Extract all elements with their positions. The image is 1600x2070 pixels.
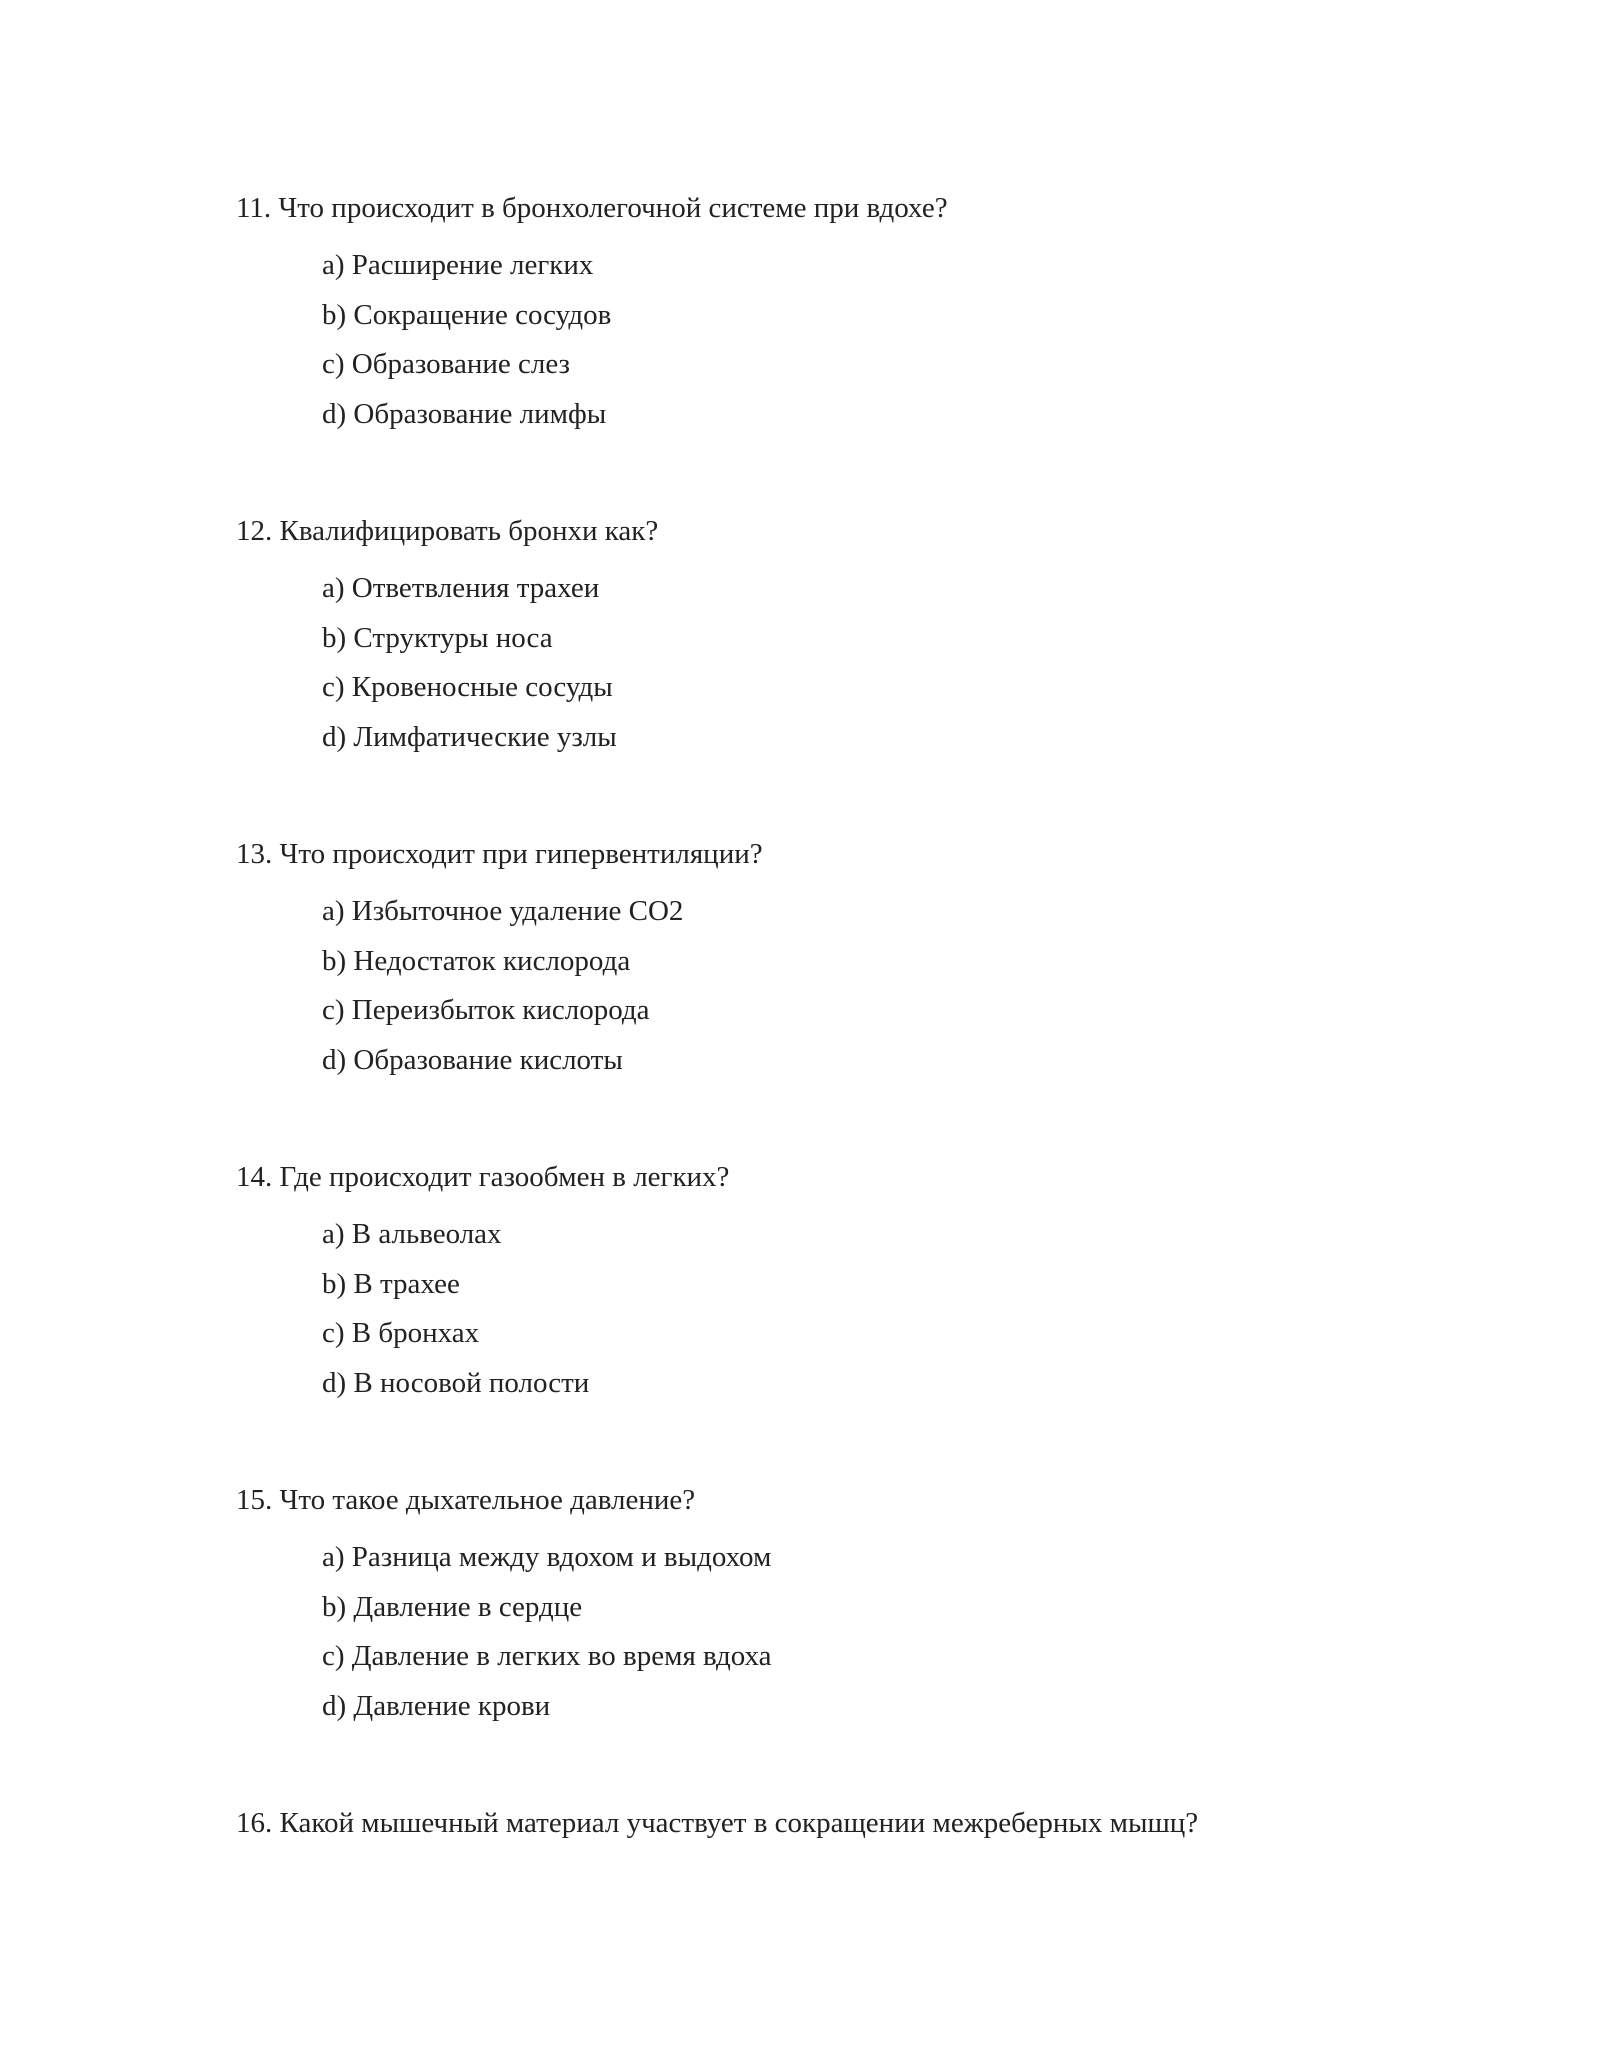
question-11 [236, 190, 1436, 445]
option-b: b) Давление в сердце [322, 1590, 583, 1623]
question-text: 14. Где происходит газообмен в легких? [236, 1161, 730, 1193]
option-a: a) Разница между вдохом и выдохом [322, 1541, 772, 1573]
answer-options [236, 893, 1436, 1091]
question-text: 15. Что такое дыхательное давление? [236, 1484, 696, 1516]
question-text: 13. Что происходит при гипервентиляции? [236, 838, 763, 870]
question-16 [236, 1805, 1436, 1841]
option-a: a) Избыточное удаление CO2 [322, 895, 684, 927]
option-b: b) В трахее [322, 1267, 460, 1300]
option-d: d) Давление крови [322, 1689, 551, 1722]
option-b: b) Недостаток кислорода [322, 944, 631, 977]
option-d: d) Лимфатические узлы [322, 720, 617, 753]
option-d: d) Образование кислоты [322, 1043, 623, 1076]
question-13 [236, 836, 1436, 1091]
question-text: 11. Что происходит в бронхолегочной системе при вдохе? [236, 192, 948, 224]
question-text: 12. Квалифицировать бронхи как? [236, 515, 659, 547]
option-a: a) В альвеолах [322, 1218, 502, 1250]
option-a: a) Ответвления трахеи [322, 572, 600, 604]
answer-options [236, 1216, 1436, 1414]
option-a: a) Расширение легких [322, 249, 594, 281]
option-c: c) В бронхах [322, 1317, 480, 1349]
option-b: b) Сокращение сосудов [322, 298, 612, 331]
answer-options [236, 570, 1436, 768]
question-15 [236, 1482, 1436, 1737]
answer-options [236, 1539, 1436, 1737]
option-c: c) Образование слез [322, 348, 571, 380]
option-b: b) Структуры носа [322, 621, 553, 654]
option-c: c) Переизбыток кислорода [322, 994, 650, 1026]
option-d: d) Образование лимфы [322, 397, 607, 430]
question-14 [236, 1159, 1436, 1414]
option-c: c) Кровеносные сосуды [322, 671, 613, 703]
option-d: d) В носовой полости [322, 1366, 590, 1399]
option-c: c) Давление в легких во время вдоха [322, 1640, 772, 1672]
question-text: 16. Какой мышечный материал участвует в сокращении межреберных мышц? [236, 1807, 1199, 1839]
answer-options [236, 247, 1436, 445]
question-12 [236, 513, 1436, 768]
